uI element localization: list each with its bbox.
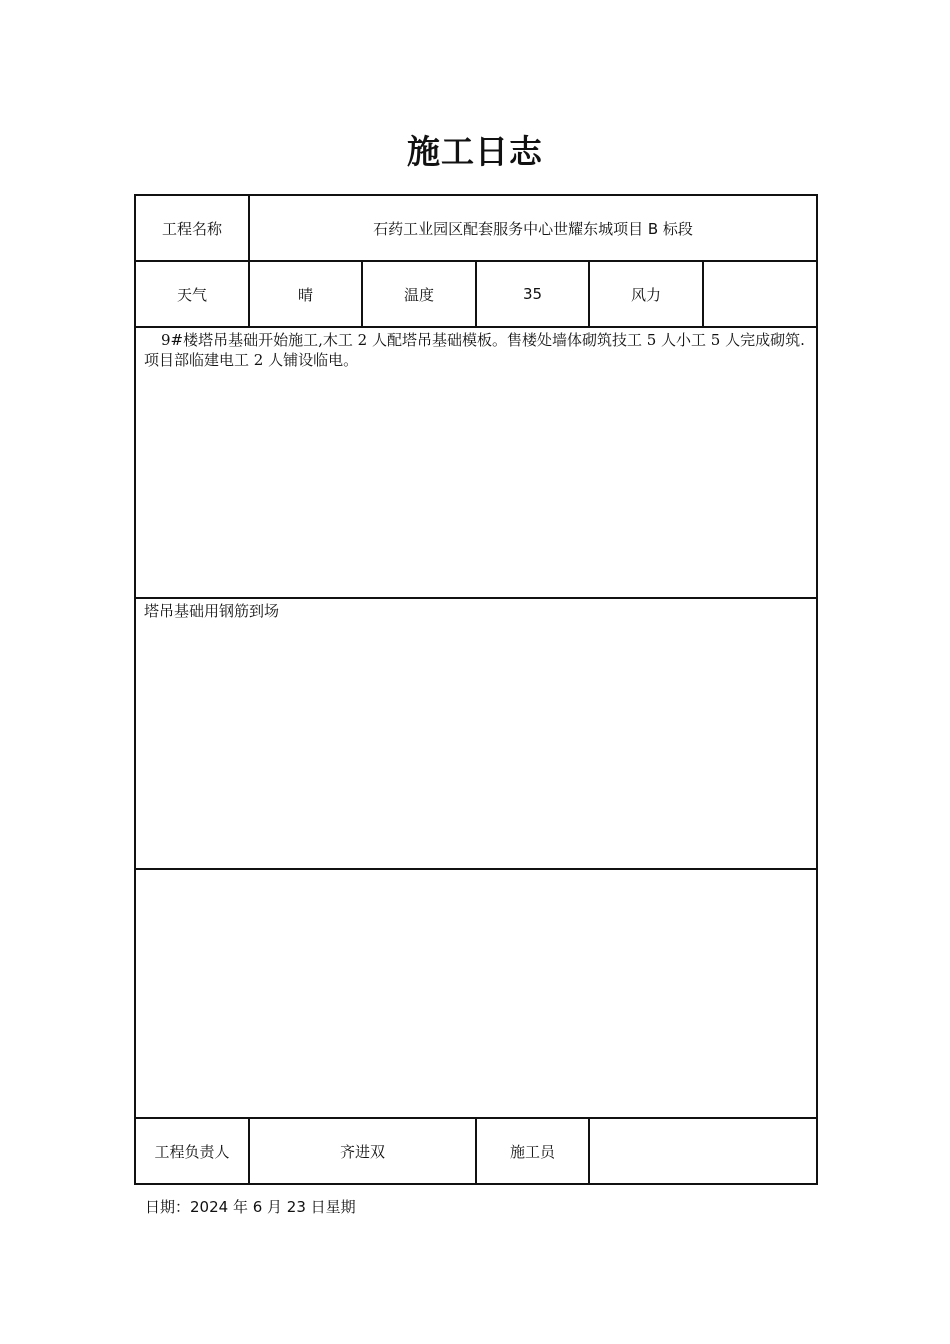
wind-label: 风力: [589, 261, 703, 327]
date-line: 日期：2024 年 6 月 23 日星期: [145, 1198, 356, 1216]
constructor-name[interactable]: [589, 1118, 817, 1184]
weather-label: 天气: [135, 261, 249, 327]
project-name-label: 工程名称: [135, 195, 249, 261]
manager-name[interactable]: 齐进双: [249, 1118, 476, 1184]
project-name-row: [135, 195, 817, 261]
temperature-value[interactable]: 35: [476, 261, 589, 327]
work-record-text: 9#楼塔吊基础开始施工,木工 2 人配塔吊基础模板。售楼处墙体砌筑技工 5 人小工 5 人完成砌筑.项目部临建电工 2 人铺设临电。: [144, 331, 805, 369]
work-record-row: [135, 327, 817, 598]
wind-value[interactable]: [703, 261, 817, 327]
project-name-value[interactable]: 石药工业园区配套服务中心世耀东城项目 B 标段: [249, 195, 817, 261]
weather-row: [135, 261, 817, 327]
manager-label: 工程负责人: [135, 1118, 249, 1184]
work-record-cell[interactable]: [135, 327, 817, 598]
construction-log-table: [134, 194, 818, 1185]
temperature-label: 温度: [362, 261, 476, 327]
other-record-cell[interactable]: [135, 869, 817, 1118]
other-record-row: [135, 869, 817, 1118]
constructor-label: 施工员: [476, 1118, 589, 1184]
material-record-text: 塔吊基础用钢筋到场: [144, 602, 280, 620]
signoff-row: [135, 1118, 817, 1184]
page-title: 施工日志: [407, 132, 543, 171]
material-record-row: [135, 598, 817, 869]
material-record-cell[interactable]: [135, 598, 817, 869]
weather-value[interactable]: 晴: [249, 261, 362, 327]
